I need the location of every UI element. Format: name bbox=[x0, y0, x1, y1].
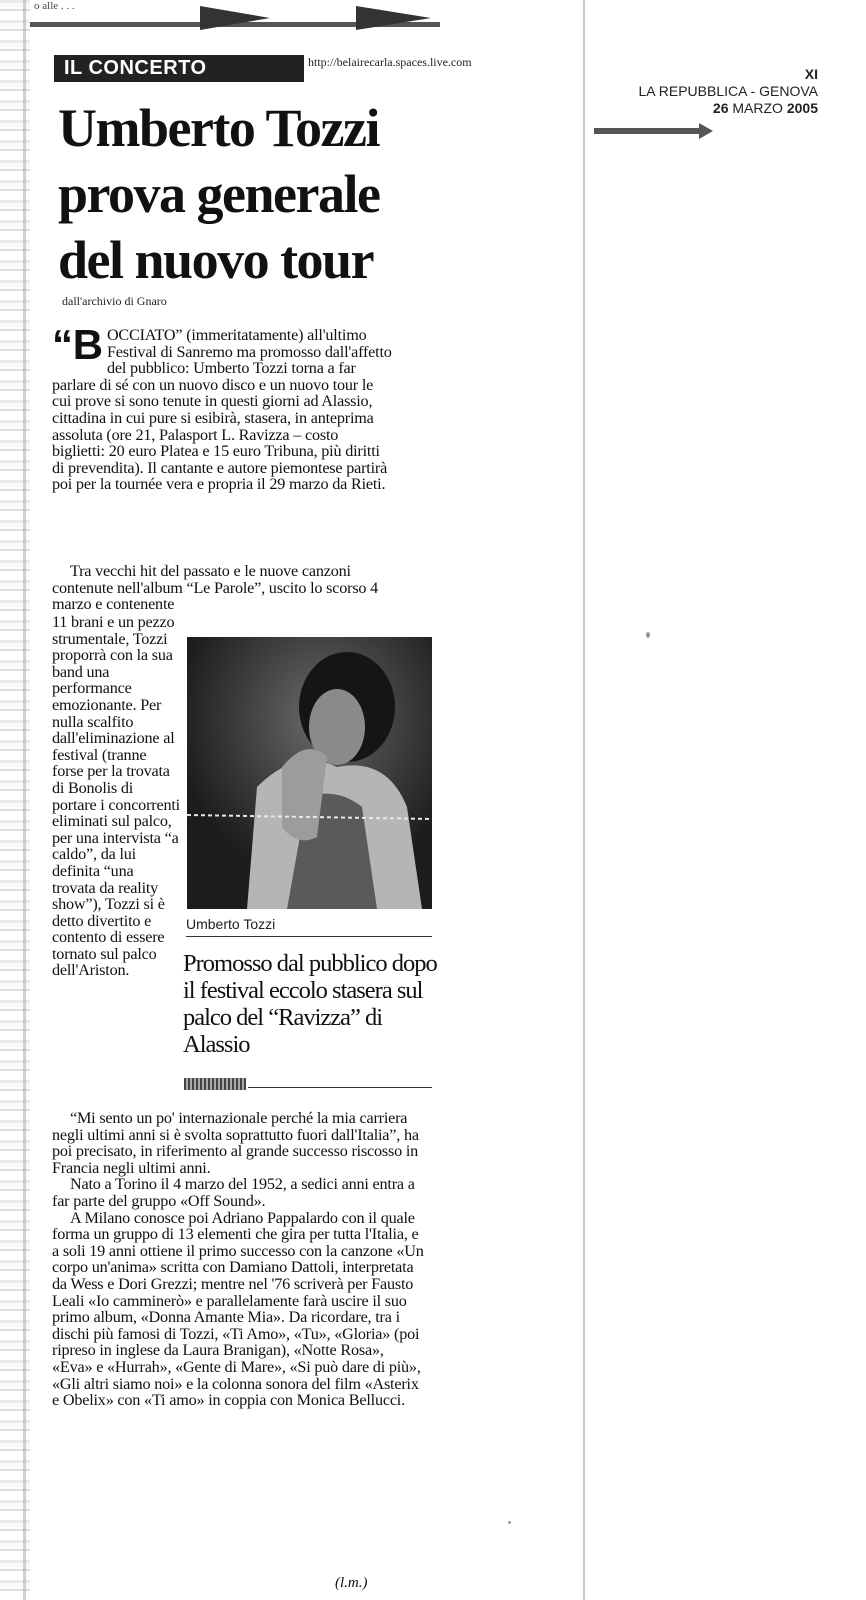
page-fold-line bbox=[583, 0, 585, 1600]
article-paragraph-1 bbox=[52, 321, 392, 494]
publication-date bbox=[639, 100, 818, 117]
masthead bbox=[639, 66, 818, 117]
photo-caption: Umberto Tozzi bbox=[186, 916, 276, 932]
masthead-rule bbox=[594, 128, 699, 134]
newspaper-name: LA REPUBBLICA - GENOVA bbox=[638, 83, 818, 99]
article-narrow-column: 11 brani e un pezzo strumentale, Tozzi proporrà con la sua band una performance emozionante. Per nulla scalfito dall'eliminazione al festival (tranne forse per la trovata di Bonolis di portare i concorrenti eliminati sul palco, per una intervista “a caldo”, da lui definita “una trovata da reality show”), Tozzi si è detto divertito e contento di essere tornato sul palco dell'Ariston. bbox=[52, 613, 180, 980]
arrow-marker-icon bbox=[200, 6, 270, 30]
article-photo bbox=[187, 637, 432, 909]
byline: dall'archivio di Gnaro bbox=[62, 294, 167, 308]
author-signature: (l.m.) bbox=[335, 1575, 368, 1591]
page-number: XI bbox=[804, 66, 818, 82]
pull-quote: Promosso dal pubblico dopo il festival eccolo stasera sul palco del “Ravizza” di Alassio bbox=[183, 950, 437, 1058]
article-paragraph-3: “Mi sento un po' internazionale perché la mia carriera negli ultimi anni si è svolta soprattutto fuori dall'Italia”, ha poi precisato, in riferimento al grande successo riscosso in Francia negli ultimi anni. bbox=[52, 1109, 419, 1177]
section-label: IL CONCERTO bbox=[54, 55, 304, 82]
drop-cap: “B bbox=[52, 321, 103, 368]
arrow-marker-icon bbox=[356, 6, 431, 30]
headline-line: prova generale bbox=[58, 164, 380, 224]
headline-line: Umberto Tozzi bbox=[58, 98, 379, 158]
article-paragraph-5: A Milano conosce poi Adriano Pappalardo con il quale forma un gruppo di 13 elementi che gira per tutta l'Italia, e a soli 19 anni ottiene il primo successo con la canzone «Un corpo un'anima» scritta con Damiano Dattoli, interpretata da Wess e Dori Grezzi; mentre nel '76 scriverà per Fausto Leali «Io camminerò» e parallelamente farà uscire il suo primo album, «Donna Amante Mia». Da ricordare, tra i dischi più famosi di Tozzi, «Ti Amo», «Tu», «Gloria» (poi ripreso in inglese da Laura Branigan), «Notte Rosa», «Eva» e «Hurrah», «Gente di Mare», «Si può dare di più», «Gli altri siamo noi» e la colonna sonora del film «Asterix e Obelix» con «Ti amo» in coppia con Monica Bellucci. bbox=[52, 1208, 424, 1410]
date-year: 2005 bbox=[786, 100, 818, 116]
top-fragment-text: o alle . . . bbox=[34, 0, 75, 12]
paragraph-text: OCCIATO” (immeritatamente) all'ultimo Festival di Sanremo ma promosso dall'affetto del pubblico: Umberto Tozzi torna a far parlare di sé con un nuovo disco e un nuovo tour le cui prove si sono tenute in questi giorni ad Alassio, cittadina in cui pure si esibirà, stasera, in anteprima assoluta (ore 21, Palasport L. Ravizza – costo biglietti: 20 euro Platea e 15 euro Tribuna, più diritti di prevendita). Il cantante e autore piemontese partirà poi per la tournée vera e propria il 29 marzo da Rieti. bbox=[52, 326, 392, 494]
scan-speck bbox=[508, 1521, 511, 1524]
scan-speck bbox=[646, 632, 650, 638]
headline bbox=[58, 95, 438, 293]
singer-photo-image bbox=[187, 637, 432, 909]
article-paragraph-4: Nato a Torino il 4 marzo del 1952, a sedici anni entra a far parte del gruppo «Off Sound». bbox=[52, 1175, 415, 1210]
article-paragraph-2: Tra vecchi hit del passato e le nuove canzoni contenute nell'album “Le Parole”, uscito lo scorso 4 marzo e contenente bbox=[52, 562, 379, 614]
scan-edge bbox=[0, 0, 30, 1600]
pull-quote-rule bbox=[248, 1087, 432, 1088]
source-url: http://belairecarla.spaces.live.com bbox=[308, 55, 472, 69]
pull-quote-bar bbox=[184, 1078, 246, 1090]
date-day: 26 bbox=[712, 100, 729, 116]
headline-line: del nuovo tour bbox=[58, 230, 374, 290]
article-lower-text bbox=[52, 1110, 427, 1409]
date-month: MARZO bbox=[732, 100, 783, 116]
caption-rule bbox=[186, 936, 432, 937]
